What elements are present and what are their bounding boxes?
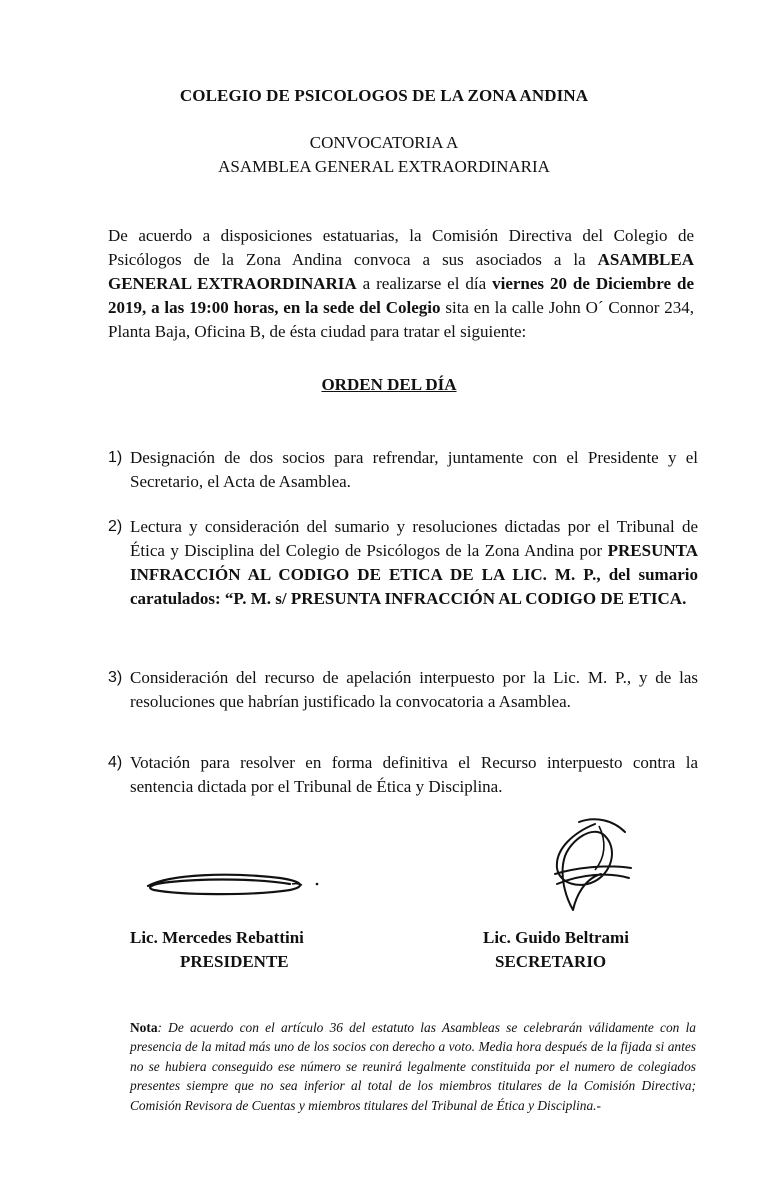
footnote <box>130 1018 696 1115</box>
intro-bold-assembly: ASAMBLEA GENERAL EXTRAORDINARIA <box>108 250 694 293</box>
subtitle-line-2: ASAMBLEA GENERAL EXTRAORDINARIA <box>218 157 550 176</box>
agenda-item-number: 3) <box>108 669 123 686</box>
agenda-heading: ORDEN DEL DÍA <box>321 375 457 394</box>
signer-right-name: Lic. Guido Beltrami <box>483 928 629 947</box>
agenda-item-text: Designación de dos socios para refrendar, juntamente con el Presidente y el Secretario, el Acta de Asamblea. <box>130 448 698 491</box>
signature-left-graphic <box>140 862 330 902</box>
agenda-item-3 <box>108 666 698 714</box>
intro-paragraph <box>108 224 694 344</box>
agenda-item-number: 4) <box>108 754 123 771</box>
agenda-item-text <box>130 515 698 611</box>
signer-left-name: Lic. Mercedes Rebattini <box>130 928 304 947</box>
intro-text-2: a realizarse el día <box>356 274 493 293</box>
agenda-item-1 <box>108 446 698 494</box>
intro-text-1: De acuerdo a disposiciones estatuarias, la Comisión Directiva del Colegio de Psicólogos de la Zona Andina convoca a sus asociados a la <box>108 226 694 269</box>
footnote-label: Nota <box>130 1020 158 1035</box>
agenda-item-2-bold: PRESUNTA INFRACCIÓN AL CODIGO DE ETICA DE LA LIC. M. P., del sumario caratulados: “P. M. s/ PRESUNTA INFRACCIÓN AL CODIGO DE ETICA. <box>130 541 698 608</box>
intro-bold-date: viernes 20 de Diciembre de 2019, a las 19:00 horas, en la sede del Colegio <box>108 274 694 317</box>
footnote-text: : De acuerdo con el artículo 36 del estatuto las Asambleas se celebrarán válidamente con la presencia de la mitad más uno de los socios con derecho a voto. Media hora después de la fijada si antes no se hubiera conseguido ese número se reunirá legalmente constituida por el numero de colegiados presentes siempre que no sea inferior al total de los miembros titulares de la Comisión Directiva; Comisión Revisora de Cuentas y miembros titulares del Tribunal de Ética y Disciplina.- <box>130 1020 696 1113</box>
intro-text-3: sita en la calle John O´ Connor 234, Planta Baja, Oficina B, de ésta ciudad para tratar el siguiente: <box>108 298 694 341</box>
agenda-item-number: 2) <box>108 518 123 535</box>
agenda-item-number: 1) <box>108 449 123 466</box>
agenda-item-2 <box>108 515 698 611</box>
signer-left-role: PRESIDENTE <box>180 952 289 971</box>
agenda-item-text: Consideración del recurso de apelación interpuesto por la Lic. M. P., y de las resoluciones que habrían justificado la convocatoria a Asamblea. <box>130 668 698 711</box>
signer-right-role: SECRETARIO <box>495 952 607 971</box>
subtitle-line-1: CONVOCATORIA A <box>309 133 459 152</box>
agenda-item-2-text: Lectura y consideración del sumario y resoluciones dictadas por el Tribunal de Ética y Disciplina del Colegio de Psicólogos de la Zona Andina por <box>130 517 698 560</box>
agenda-item-4 <box>108 751 698 799</box>
document-title: COLEGIO DE PSICOLOGOS DE LA ZONA ANDINA <box>179 86 589 105</box>
signature-right-graphic <box>535 812 645 922</box>
agenda-item-text: Votación para resolver en forma definitiva el Recurso interpuesto contra la sentencia dictada por el Tribunal de Ética y Disciplina. <box>130 753 698 796</box>
